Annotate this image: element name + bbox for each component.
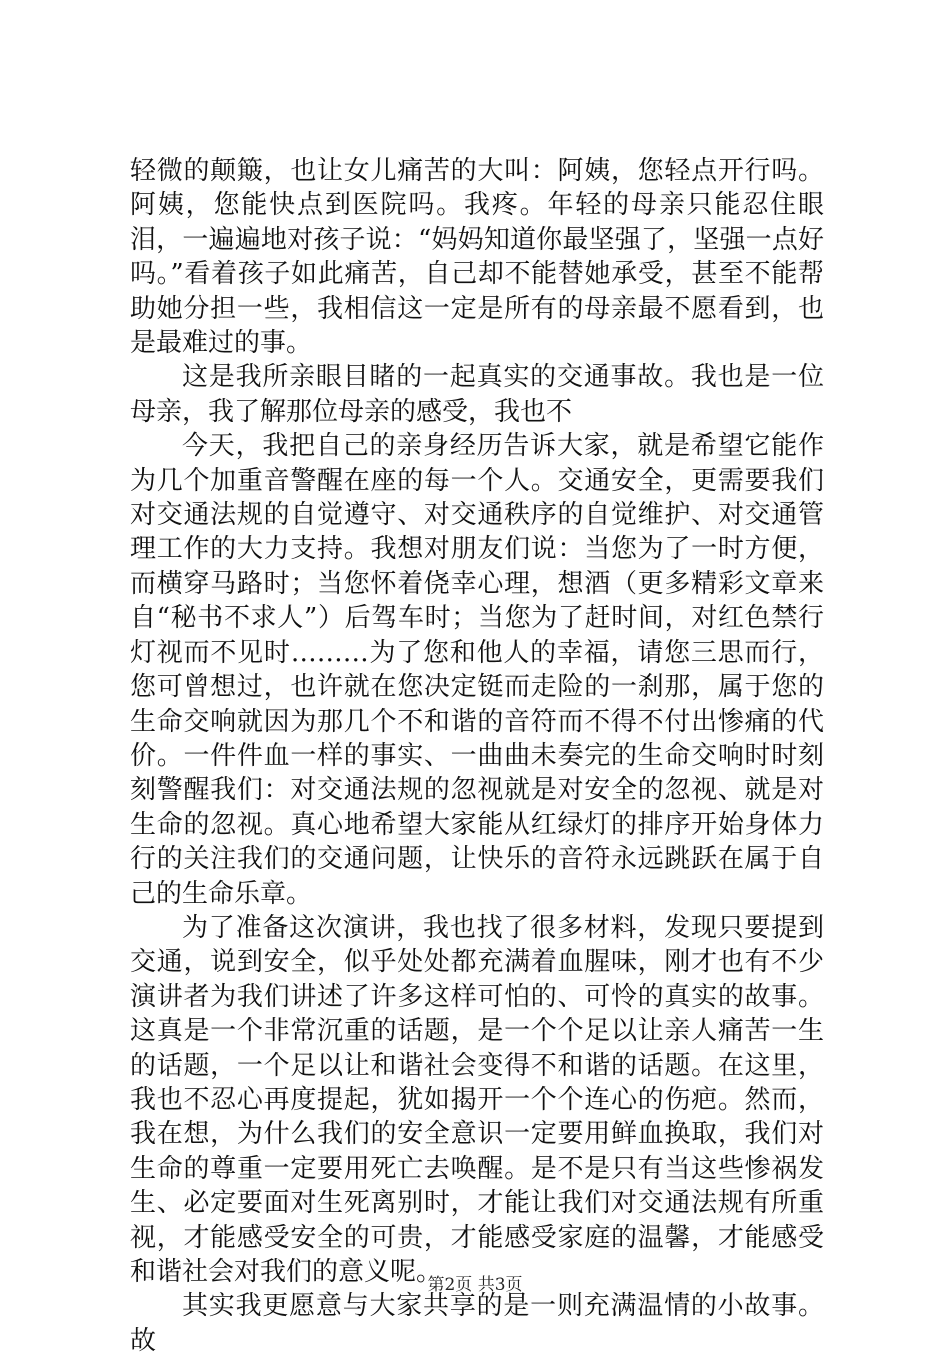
document-body [130, 154, 824, 1358]
paragraph-3: 今天，我把自己的亲身经历告诉大家，就是希望它能作为几个加重音警醒在座的每一个人。交通安全，更需要我们对交通法规的自觉遵守、对交通秩序的自觉维护、对交通管理工作的大力支持。我想对朋友们说：当您为了一时方便，而横穿马路时；当您怀着侥幸心理，想酒（更多精彩文章来自“秘书不求人”）后驾车时；当您为了赶时间，对红色禁行灯视而不见时………为了您和他人的幸福，请您三思而行，您可曾想过，也许就在您决定铤而走险的一刹那，属于您的生命交响就因为那几个不和谐的音符而不得不付出惨痛的代价。一件件血一样的事实、一曲曲未奏完的生命交响时时刻刻警醒我们：对交通法规的忽视就是对安全的忽视、就是对生命的忽视。真心地希望大家能从红绿灯的排序开始身体力行的关注我们的交通问题，让快乐的音符永远跳跃在属于自己的生命乐章。 [130, 431, 824, 909]
paragraph-1: 轻微的颠簸，也让女儿痛苦的大叫：阿姨，您轻点开行吗。阿姨，您能快点到医院吗。我疼。年轻的母亲只能忍住眼泪，一遍遍地对孩子说：“妈妈知道你最坚强了，坚强一点好吗。”看着孩子如此痛苦，自己却不能替她承受，甚至不能帮助她分担一些，我相信这一定是所有的母亲最不愿看到，也是最难过的事。 [130, 156, 824, 359]
paragraph-5: 其实我更愿意与大家共享的是一则充满温情的小故事。故 [130, 1291, 824, 1356]
page-footer: 第2页 共3页 [427, 1275, 523, 1295]
paragraph-4: 为了准备这次演讲，我也找了很多材料，发现只要提到交通，说到安全，似乎处处都充满着血腥味，刚才也有不少演讲者为我们讲述了许多这样可怕的、可怜的真实的故事。这真是一个非常沉重的话题，是一个个足以让亲人痛苦一生的话题，一个足以让和谐社会变得不和谐的话题。在这里，我也不忍心再度提起，犹如揭开一个个连心的伤疤。然而，我在想，为什么我们的安全意识一定要用鲜血换取，我们对生命的尊重一定要用死亡去唤醒。是不是只有当这些惨祸发生、必定要面对生死离别时，才能让我们对交通法规有所重视，才能感受安全的可贵，才能感受家庭的温馨，才能感受和谐社会对我们的意义呢。 [130, 912, 824, 1287]
paragraph-2: 这是我所亲眼目睹的一起真实的交通事故。我也是一位母亲，我了解那位母亲的感受，我也不 [130, 362, 824, 427]
